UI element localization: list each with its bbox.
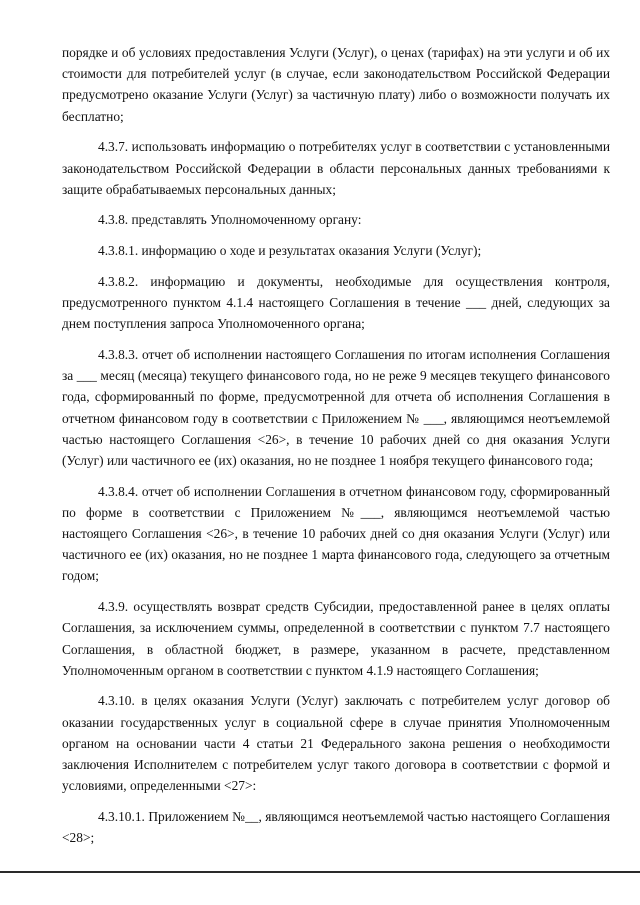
paragraph-4-3-9: 4.3.9. осуществлять возврат средств Субсидии, предоставленной ранее в целях оплаты Соглашения, за исключением суммы, определенной в соответствии с пунктом 7.7 настоящего Соглашения, в областной бюджет, в размере, указанном в расчете, представленном Уполномоченным органом в соответствии с пунктом 4.1.9 настоящего Соглашения; <box>62 599 610 678</box>
paragraph-4-3-7: 4.3.7. использовать информацию о потребителях услуг в соответствии с установленными законодательством Российской Федерации в области персональных данных требованиями к защите обрабатываемых персональных данных; <box>62 139 610 197</box>
document-body <box>62 42 610 858</box>
paragraph-4-3-8-1: 4.3.8.1. информацию о ходе и результатах оказания Услуги (Услуг); <box>98 243 482 259</box>
paragraph-4-3-8: 4.3.8. представлять Уполномоченному органу: <box>98 212 362 228</box>
paragraph-4-3-8-4: 4.3.8.4. отчет об исполнении Соглашения в отчетном финансовом году, сформированный по форме в соответствии с Приложением №___, являющимся неотъемлемой частью настоящего Соглашения <26>, в течение 10 рабочих дней со дня оказания Услуги (Услуг) или частичного ее (их) оказания, но не позднее 1 марта финансового года, следующего за отчетным годом; <box>62 483 610 584</box>
paragraph-continuation: порядке и об условиях предоставления Услуги (Услуг), о ценах (тарифах) на эти услуги и об их стоимости для потребителей услуг (в случае, если законодательством Российской Федерации предусмотрено оказание Услуги (Услуг) за частичную плату) либо о возможности получать их бесплатно; <box>62 45 610 124</box>
paragraph-4-3-8-3: 4.3.8.3. отчет об исполнении настоящего Соглашения по итогам исполнения Соглашения за ___ месяц (месяца) текущего финансового года, но не реже 9 месяцев текущего финансового года, сформированный по форме, предусмотренной для отчета об исполнения Соглашения в отчетном финансовом году в соответствии с Приложением № ___, являющимся неотъемлемой частью настоящего Соглашения <26>, в течение 10 рабочих дней со дня оказания Услуги (Услуг) или частичного ее (их) оказания, но не позднее 1 ноября текущего финансового года; <box>62 346 610 468</box>
page-bottom-margin <box>0 873 640 905</box>
paragraph-4-3-10-1: 4.3.10.1. Приложением №__, являющимся неотъемлемой частью настоящего Соглашения <28>; <box>62 809 610 846</box>
paragraph-4-3-10: 4.3.10. в целях оказания Услуги (Услуг) заключать с потребителем услуг договор об оказании государственных услуг в социальной сфере в случае принятия Уполномоченным органом на основании части 4 статьи 21 Федерального закона решения о необходимости заключения Исполнителем с потребителем услуг такого договора в соответствии с формой и условиями, определенными <27>: <box>62 693 610 794</box>
paragraph-4-3-8-2: 4.3.8.2. информацию и документы, необходимые для осуществления контроля, предусмотренного пунктом 4.1.4 настоящего Соглашения в течение ___ дней, следующих за днем поступления запроса Уполномоченного органа; <box>62 273 610 332</box>
